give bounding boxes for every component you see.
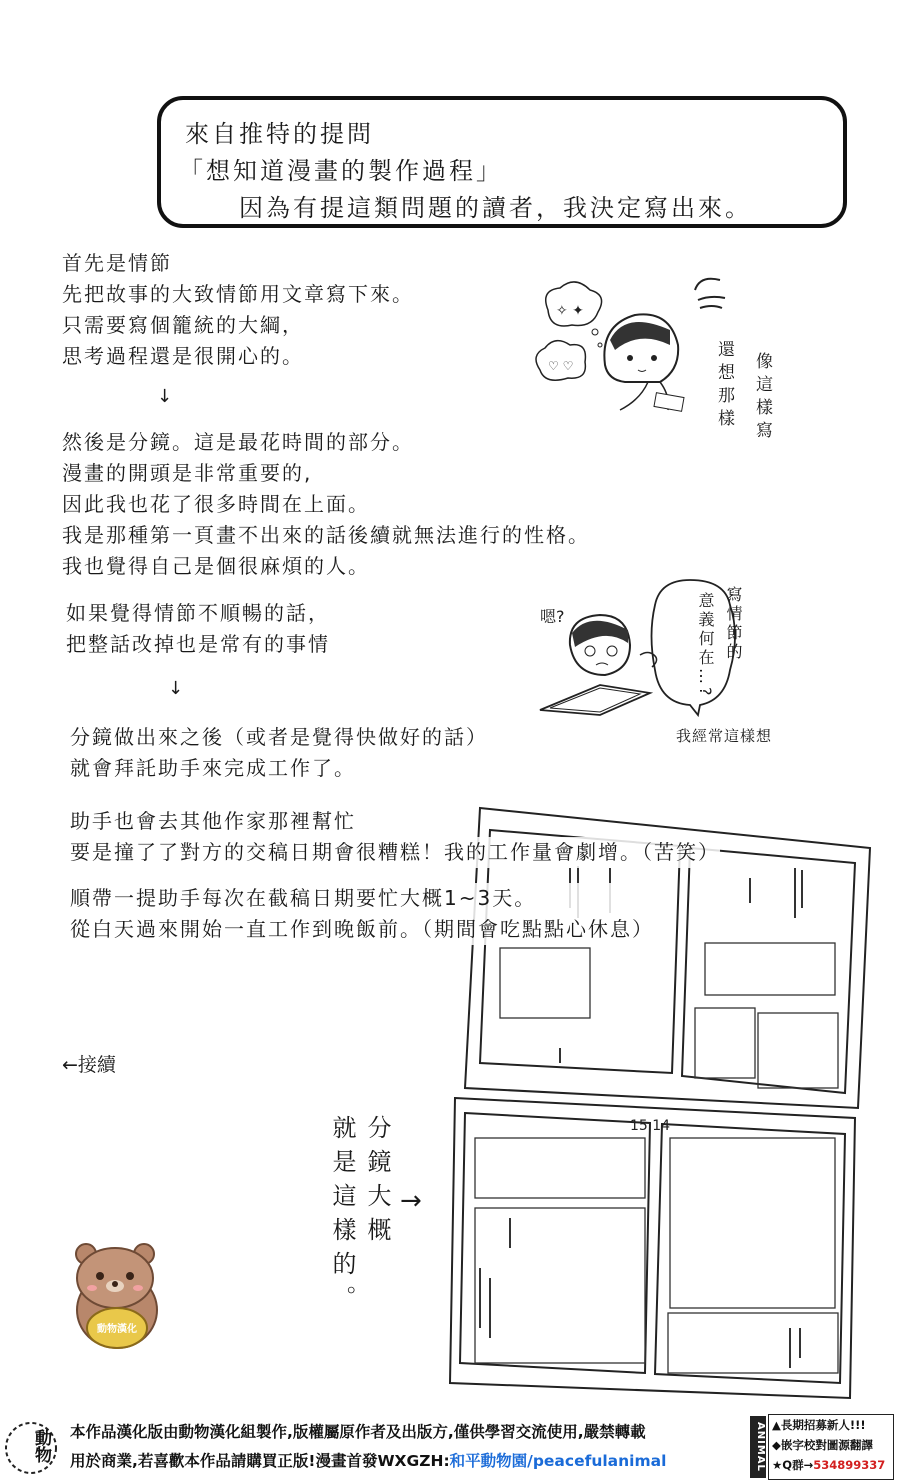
section-assistant-schedule	[70, 806, 720, 868]
qq-group-number: 534899337	[813, 1458, 886, 1472]
text-line: 我是那種第一頁畫不出來的話後續就無法進行的性格。	[62, 523, 590, 547]
illus1-caption-1: 像這樣寫	[752, 352, 772, 444]
down-arrow-icon: ↓	[168, 678, 184, 699]
text-line: 如果覺得情節不順暢的話，	[66, 601, 330, 625]
text-line: 要是撞了了對方的交稿日期會很糟糕！我的工作量會劇增。（苦笑）	[70, 837, 720, 868]
text-line: 只需要寫個籠統的大綱，	[62, 313, 304, 337]
continue-label: ←接續	[62, 1054, 116, 1076]
recruit-line-2: ◆嵌字校對圖源翻譯	[772, 1438, 873, 1452]
svg-text:♡ ♡: ♡ ♡	[548, 359, 574, 373]
text-line: 我也覺得自己是個很麻煩的人。	[62, 554, 370, 578]
text-line: 助手也會去其他作家那裡幫忙	[70, 809, 356, 833]
section-storyboard	[62, 427, 590, 582]
page-numbers: 15 14	[630, 1118, 671, 1134]
down-arrow-icon: ↓	[157, 386, 173, 407]
illus2-hm: 嗯?	[540, 607, 565, 626]
section-assistants	[70, 722, 488, 784]
right-arrow-icon: →	[400, 1186, 422, 1216]
wechat-name: 和平動物園	[449, 1452, 528, 1470]
wechat-id: /peacefulanimal	[527, 1452, 667, 1470]
section-plot	[62, 248, 414, 372]
svg-text:✧ ✦: ✧ ✦	[556, 303, 584, 319]
text-line: 思考過程還是很開心的。	[62, 344, 304, 368]
text-line: 把整話改掉也是常有的事情	[66, 632, 330, 656]
intro-line-2: 「想知道漫畫的製作過程」	[179, 157, 503, 185]
text-line: 就會拜託助手來完成工作了。	[70, 756, 356, 780]
disclaimer-line-1: 本作品漢化版由動物漢化組製作,版權屬原作者及出版方,僅供學習交流使用,嚴禁轉載	[70, 1423, 646, 1441]
recruit-box	[768, 1414, 894, 1480]
recruit-line-3: ★Q群→534899337	[772, 1458, 886, 1472]
illus2-caption: 我經常這樣想	[676, 727, 773, 745]
section-assistant-days	[70, 883, 654, 945]
storyboard-caption-2: 就是這樣的。	[328, 1115, 356, 1319]
intro-speech-box	[157, 96, 847, 228]
mascot-label: 動物漢化	[97, 1324, 137, 1335]
intro-line-3: 因為有提這類問題的讀者，我決定寫出來。	[239, 194, 752, 222]
footer	[0, 1406, 900, 1484]
bear-mascot-logo	[72, 1240, 162, 1352]
animal-vertical-label: ANIMAL	[750, 1416, 766, 1478]
text-line: 然後是分鏡。這是最花時間的部分。	[62, 430, 414, 454]
text-line: 因此我也花了很多時間在上面。	[62, 492, 370, 516]
illus2-bubble-1: 寫情節的	[724, 586, 743, 662]
text-line: 從白天過來開始一直工作到晚飯前。（期間會吃點點心休息）	[70, 917, 654, 941]
disclaimer	[70, 1418, 750, 1476]
text-line: 分鏡做出來之後（或者是覺得快做好的話）	[70, 725, 488, 749]
storyboard-caption-1: 分鏡大概	[363, 1115, 391, 1251]
recruit-line-1: ▲長期招募新人!!!	[772, 1418, 866, 1432]
text-line: 先把故事的大致情節用文章寫下來。	[62, 282, 414, 306]
text-line: 順帶一提助手每次在截稿日期要忙大概1~3天。	[70, 886, 537, 910]
illus2-bubble-2: 意義何在…?	[696, 592, 715, 699]
illus1-caption-2: 還想那樣	[714, 340, 734, 432]
text-line: 首先是情節	[62, 251, 172, 275]
intro-line-1: 來自推特的提問	[185, 120, 374, 148]
section-revise	[66, 598, 330, 660]
disclaimer-line-2: 用於商業,若喜歡本作品請購買正版!漫畫首發WXGZH:和平動物園/peacefulanimal	[70, 1452, 667, 1470]
group-logo-text: 動物	[31, 1429, 51, 1463]
text-line: 漫畫的開頭是非常重要的,	[62, 461, 313, 485]
